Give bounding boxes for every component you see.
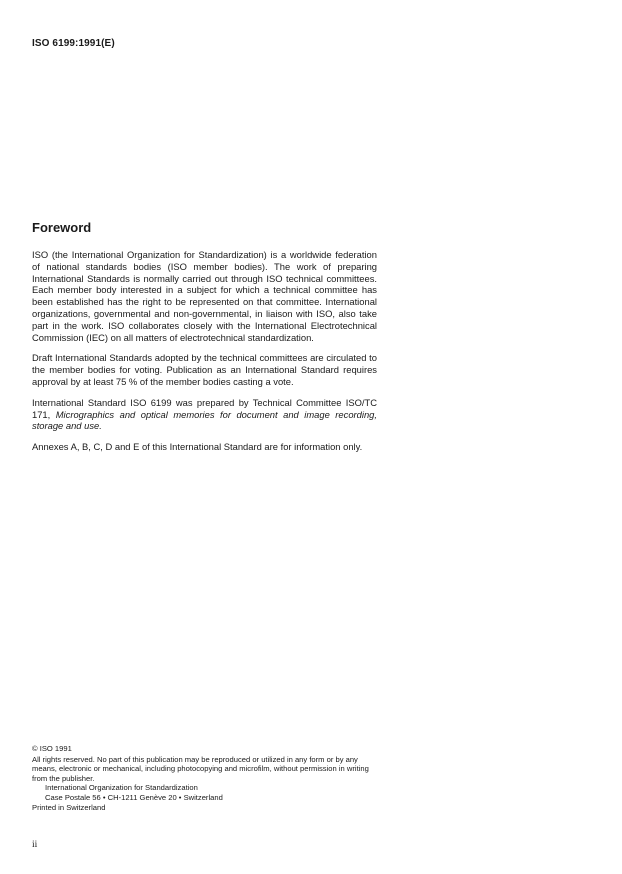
rights-statement: All rights reserved. No part of this publication may be reproduced or utilized in any form or by any means, electronic or mechanical, including photocopying and microfilm, without permission in writing from the publisher.	[32, 754, 369, 783]
foreword-paragraph-2: Draft International Standards adopted by the technical committees are circulated to the member bodies for voting. Publication as an International Standard requires approval by at least 75 % of the member bodies casting a vote.	[32, 352, 377, 387]
foreword-body	[32, 249, 377, 462]
committee-title-italic: Micrographics and optical memories for document and image recording, storage and use.	[32, 408, 377, 432]
organization-name: International Organization for Standardization	[45, 783, 198, 793]
document-identifier: ISO 6199:1991(E)	[32, 38, 115, 49]
foreword-paragraph-3	[32, 397, 377, 432]
copyright-block	[32, 744, 377, 812]
printed-location: Printed in Switzerland	[32, 802, 106, 812]
foreword-paragraph-3-text: International Standard ISO 6199 was prepared by Technical Committee ISO/TC 171,	[32, 396, 377, 420]
organization-address: Case Postale 56 • CH-1211 Genève 20 • Switzerland	[45, 792, 223, 802]
copyright-notice: © ISO 1991	[32, 744, 72, 753]
foreword-paragraph-1: ISO (the International Organization for Standardization) is a worldwide federation of national standards bodies (ISO member bodies). The work of preparing International Standards is normally carried out through ISO technical committees. Each member body interested in a subject for which a technical committee has been established has the right to be represented on that committee. International organizations, governmental and non-governmental, in liaison with ISO, also take part in the work. ISO collaborates closely with the International Electrotechnical Commission (IEC) on all matters of electrotechnical standardization.	[32, 249, 377, 343]
foreword-heading: Foreword	[32, 220, 92, 235]
page-number: ii	[32, 840, 38, 850]
foreword-paragraph-4: Annexes A, B, C, D and E of this International Standard are for information only.	[32, 441, 363, 453]
